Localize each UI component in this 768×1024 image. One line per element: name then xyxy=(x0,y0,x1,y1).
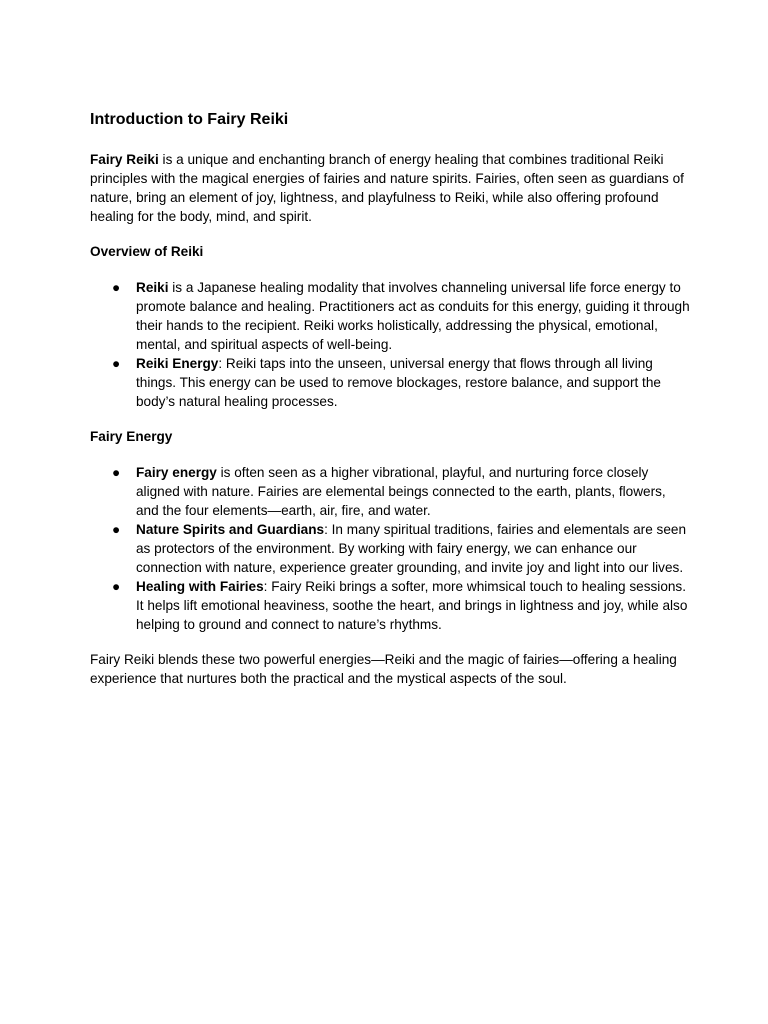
section-heading-fairy-energy: Fairy Energy xyxy=(90,429,173,444)
bullet-icon: ● xyxy=(112,280,121,295)
list-item-term: Reiki xyxy=(136,280,169,295)
reiki-list xyxy=(90,278,690,411)
intro-bold-term: Fairy Reiki xyxy=(90,152,159,167)
list-item-term: Reiki Energy xyxy=(136,356,219,371)
fairy-energy-list xyxy=(90,463,690,634)
bullet-icon: ● xyxy=(112,356,121,371)
bullet-icon: ● xyxy=(112,465,121,480)
intro-text: is a unique and enchanting branch of energy healing that combines traditional Reiki principles with the magical energies of fairies and nature spirits. Fairies, often seen as guardians of nature, bring an element of joy, lightness, and playfulness to Reiki, while also offering profound healing for the body, mind, and spirit. xyxy=(90,152,684,224)
bullet-icon: ● xyxy=(112,522,121,537)
bullet-icon: ● xyxy=(112,579,121,594)
list-item xyxy=(90,354,690,411)
list-item-text: : Reiki taps into the unseen, universal energy that flows through all living things. This energy can be used to remove blockages, restore balance, and support the body’s natural healing processes. xyxy=(136,356,661,409)
list-item xyxy=(90,278,690,354)
list-item-text: is a Japanese healing modality that involves channeling universal life force energy to promote balance and healing. Practitioners act as conduits for this energy, guiding it through their hands to the recipient. Reiki works holistically, addressing the physical, emotional, mental, and spiritual aspects of well-being. xyxy=(136,280,690,352)
list-item xyxy=(90,577,690,634)
list-item-term: Nature Spirits and Guardians xyxy=(136,522,325,537)
intro-paragraph xyxy=(90,150,690,226)
closing-paragraph: Fairy Reiki blends these two powerful energies—Reiki and the magic of fairies—offering a healing experience that nurtures both the practical and the mystical aspects of the soul. xyxy=(90,652,677,686)
list-item xyxy=(90,520,690,577)
section-heading-reiki: Overview of Reiki xyxy=(90,244,204,259)
list-item-text: : In many spiritual traditions, fairies and elementals are seen as protectors of the environment. By working with fairy energy, we can enhance our connection with nature, experience greater grounding, and invite joy and light into our lives. xyxy=(136,522,687,575)
list-item-text: is often seen as a higher vibrational, playful, and nurturing force closely aligned with nature. Fairies are elemental beings connected to the earth, plants, flowers, and the four elements—earth, air, fire, and water. xyxy=(136,465,666,518)
list-item-term: Fairy energy xyxy=(136,465,217,480)
list-item-term: Healing with Fairies xyxy=(136,579,264,594)
document-title: Introduction to Fairy Reiki xyxy=(90,111,289,128)
list-item-text: : Fairy Reiki brings a softer, more whimsical touch to healing sessions. It helps lift emotional heaviness, soothe the heart, and brings in lightness and joy, while also helping to ground and connect to nature’s rhythms. xyxy=(136,579,688,632)
document-page xyxy=(90,108,690,704)
list-item xyxy=(90,463,690,520)
